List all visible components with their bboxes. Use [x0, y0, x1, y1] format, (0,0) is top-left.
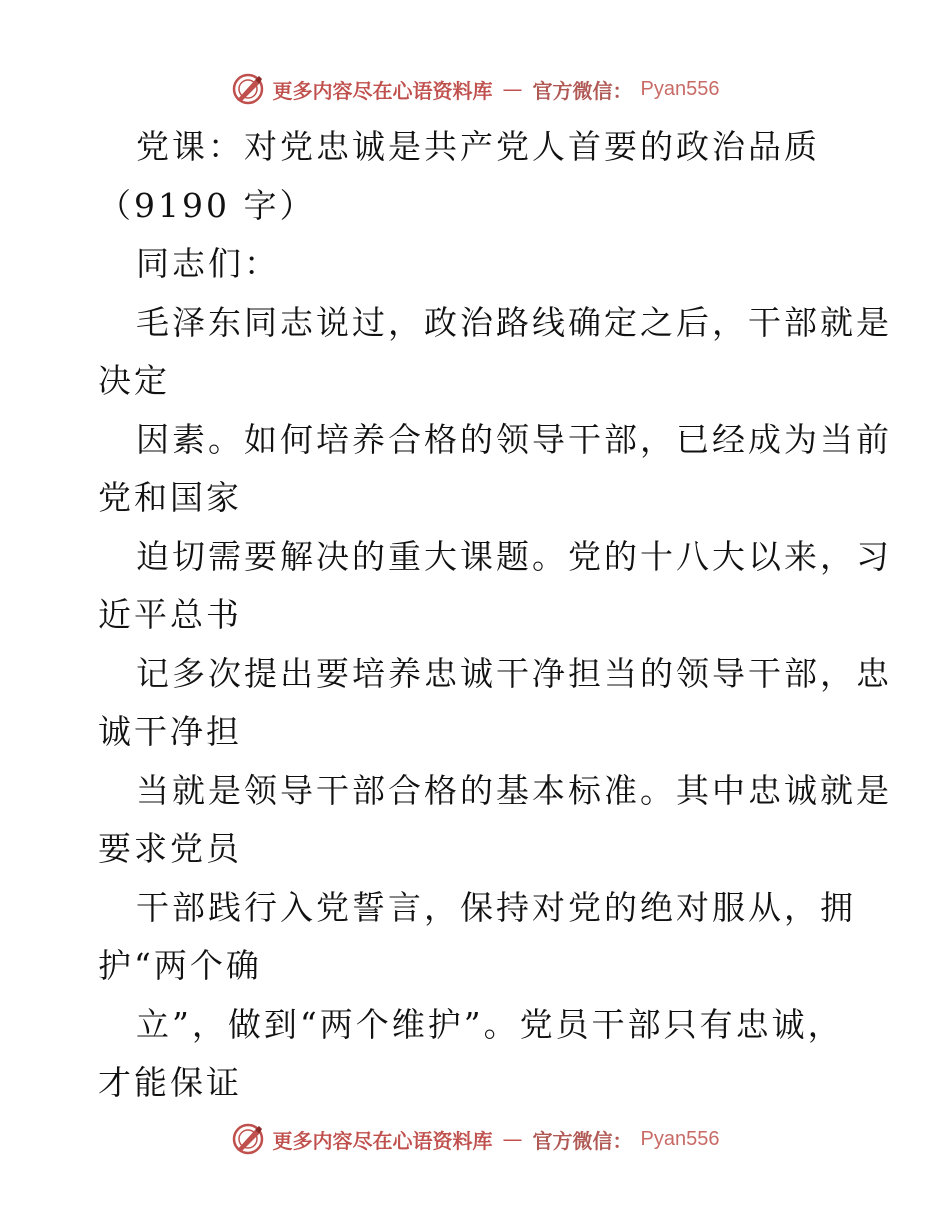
footer-banner — [0, 1117, 950, 1161]
banner-wechat-label: 官方微信： — [532, 1128, 633, 1153]
banner-wechat-label: 官方微信： — [532, 78, 633, 103]
banner-separator: — — [502, 77, 523, 101]
text-line: 毛泽东同志说过，政治路线确定之后，干部就是 — [136, 302, 892, 342]
text-line: 党和国家 — [98, 478, 242, 517]
text-line: 近平总书 — [98, 595, 242, 634]
text-line: 要求党员 — [98, 829, 242, 868]
document-title: 党课：对党忠诚是共产党人首要的政治品质 — [136, 127, 820, 166]
text-line: 立”，做到“两个维护”。党员干部只有忠诚， — [136, 1004, 844, 1044]
text-line: 迫切需要解决的重大课题。党的十八大以来，习 — [136, 536, 892, 576]
text-line: 记多次提出要培养忠诚干净担当的领导干部，忠 — [136, 653, 892, 693]
banner-title: 更多内容尽在心语资料库 — [272, 78, 493, 103]
header-banner — [0, 67, 950, 111]
pen-logo-icon — [231, 72, 265, 106]
banner-wechat-id: Pyan556 — [640, 77, 720, 100]
pen-logo-icon — [231, 1122, 265, 1156]
document-body — [98, 118, 892, 1113]
text-line: 决定 — [98, 361, 170, 400]
text-line: 当就是领导干部合格的基本标准。其中忠诚就是 — [136, 770, 892, 810]
word-count: （9190 字） — [98, 185, 316, 225]
banner-separator: — — [502, 1127, 523, 1151]
salutation: 同志们： — [136, 244, 280, 283]
banner-title: 更多内容尽在心语资料库 — [272, 1128, 493, 1153]
text-line: 因素。如何培养合格的领导干部，已经成为当前 — [136, 419, 892, 459]
text-line: 诚干净担 — [98, 712, 242, 751]
text-line: 干部践行入党誓言，保持对党的绝对服从，拥 — [136, 887, 856, 927]
text-line: 才能保证 — [98, 1063, 242, 1102]
banner-wechat-id: Pyan556 — [640, 1127, 720, 1150]
text-line: 护“两个确 — [98, 946, 262, 985]
